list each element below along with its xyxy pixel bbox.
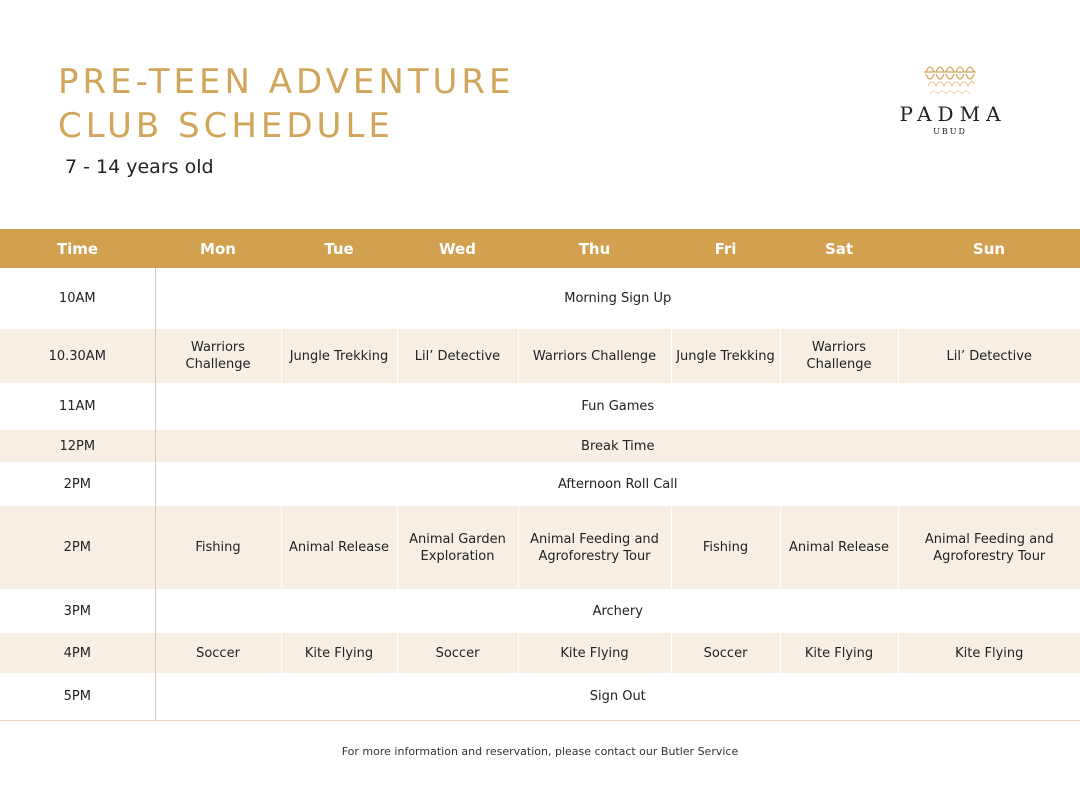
time-cell: 2PM <box>0 506 155 589</box>
activity-cell: Kite Flying <box>518 633 671 673</box>
schedule-row <box>0 589 1080 633</box>
lotus-icon <box>920 58 980 98</box>
activity-cell: Soccer <box>397 633 518 673</box>
activity-cell: Animal Release <box>281 506 397 589</box>
activity-cell: Lil’ Detective <box>898 329 1080 383</box>
column-header-wed: Wed <box>397 229 518 268</box>
time-cell: 12PM <box>0 430 155 462</box>
activity-cell: Warriors Challenge <box>155 329 281 383</box>
activity-cell: Animal Release <box>780 506 898 589</box>
page-title <box>58 60 515 148</box>
title-line-1: PRE-TEEN ADVENTURE <box>58 62 515 102</box>
schedule-row <box>0 673 1080 720</box>
padma-logo <box>880 58 1020 136</box>
time-cell: 4PM <box>0 633 155 673</box>
schedule-row <box>0 506 1080 589</box>
time-cell: 10.30AM <box>0 329 155 383</box>
schedule-header-row <box>0 229 1080 268</box>
column-header-thu: Thu <box>518 229 671 268</box>
activity-cell: Fishing <box>671 506 780 589</box>
time-cell: 10AM <box>0 268 155 329</box>
activity-span-cell: Afternoon Roll Call <box>557 476 678 492</box>
activity-cell: Kite Flying <box>281 633 397 673</box>
column-header-time: Time <box>0 229 155 268</box>
column-header-mon: Mon <box>155 229 281 268</box>
activity-cell: Soccer <box>155 633 281 673</box>
activity-cell: Lil’ Detective <box>397 329 518 383</box>
activity-cell: Animal Feeding and Agroforestry Tour <box>898 506 1080 589</box>
footer-note: For more information and reservation, please contact our Butler Service <box>341 745 739 758</box>
activity-span-cell: Archery <box>592 603 643 619</box>
activity-cell: Animal Feeding and Agroforestry Tour <box>518 506 671 589</box>
activity-span-cell: Fun Games <box>581 399 655 414</box>
schedule-row <box>0 268 1080 329</box>
logo-name: PADMA <box>899 102 1007 126</box>
column-header-sun: Sun <box>898 229 1080 268</box>
column-header-tue: Tue <box>281 229 397 268</box>
logo-subtitle: UBUD <box>933 127 967 136</box>
schedule-body <box>0 268 1080 720</box>
activity-cell: Kite Flying <box>780 633 898 673</box>
activity-cell: Fishing <box>155 506 281 589</box>
time-cell: 11AM <box>0 383 155 430</box>
time-cell: 2PM <box>0 462 155 506</box>
column-header-sat: Sat <box>780 229 898 268</box>
column-header-fri: Fri <box>671 229 780 268</box>
activity-cell: Jungle Trekking <box>671 329 780 383</box>
activity-cell: Warriors Challenge <box>780 329 898 383</box>
activity-cell: Animal Garden Exploration <box>397 506 518 589</box>
schedule-table <box>0 229 1080 721</box>
activity-cell: Kite Flying <box>898 633 1080 673</box>
schedule-row <box>0 383 1080 430</box>
schedule-row <box>0 430 1080 462</box>
activity-span-cell: Sign Out <box>155 673 1080 720</box>
activity-cell: Jungle Trekking <box>281 329 397 383</box>
schedule-row <box>0 329 1080 383</box>
activity-span-cell: Morning Sign Up <box>564 291 672 306</box>
activity-span-cell: Break Time <box>155 430 1080 462</box>
time-cell: 3PM <box>0 589 155 633</box>
title-line-2: CLUB SCHEDULE <box>58 106 394 146</box>
schedule-row <box>0 462 1080 506</box>
time-cell: 5PM <box>0 673 155 720</box>
activity-cell: Warriors Challenge <box>518 329 671 383</box>
schedule-row <box>0 633 1080 673</box>
age-range: 7 - 14 years old <box>65 156 214 178</box>
activity-cell: Soccer <box>671 633 780 673</box>
